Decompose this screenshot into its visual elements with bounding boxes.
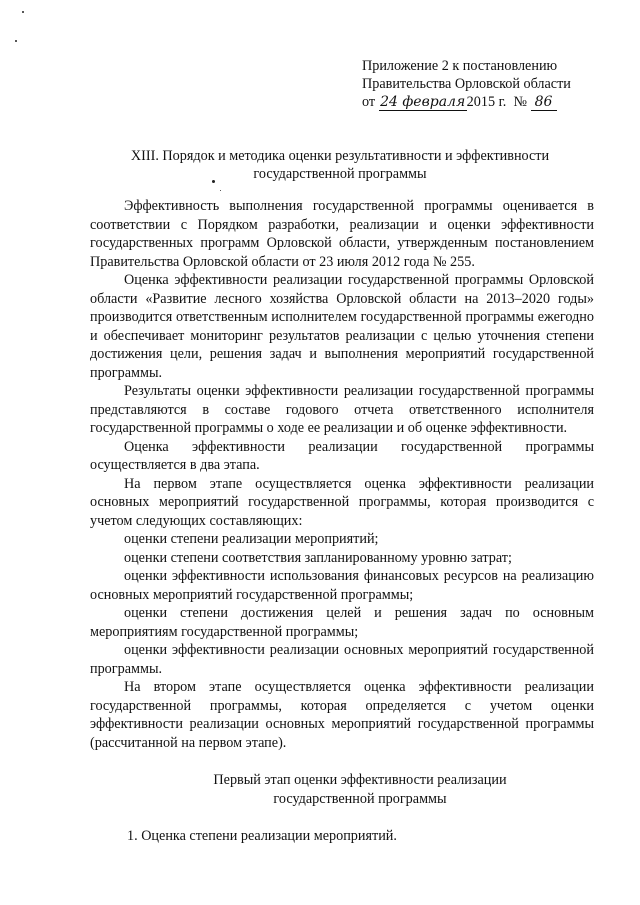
subheading	[90, 771, 630, 809]
list-item: оценки эффективности реализации основных мероприятий государственной программы.	[90, 642, 594, 677]
list-item: оценки эффективности использования финансовых ресурсов на реализацию основных мероприятий государственной программы;	[90, 568, 594, 603]
paragraph: На первом этапе осуществляется оценка эффективности реализации основных мероприятий государственной программы, которая производится с учетом следующих составляющих:	[90, 475, 594, 529]
paragraph: Оценка эффективности реализации государственной программы Орловской области «Развитие лесного хозяйства Орловской области на 2013–2020 годы» производится ответственным исполнителем государственной программы ежегодно и обеспечивает мониторинг результатов реализации с целью уточнения степени достижения цели, решения задач и выполнения мероприятий государственной программы.	[90, 272, 594, 381]
year-text: 2015 г.	[466, 94, 507, 110]
annex-date-line	[362, 93, 602, 111]
document-body	[90, 197, 594, 752]
list-item: оценки степени реализации мероприятий;	[124, 531, 379, 547]
number-label: №	[513, 94, 527, 110]
subheading-line-1: Первый этап оценки эффективности реализации	[213, 772, 507, 788]
from-label: от	[362, 94, 376, 110]
section-title-line-2: государственной программы	[253, 166, 427, 182]
handwritten-date: 24 февраля	[380, 94, 466, 110]
scan-speck	[22, 11, 24, 13]
paragraph: На втором этапе осуществляется оценка эффективности реализации государственной программы, которая определяется с учетом оценки эффективности реализации основных мероприятий государственной программы (рассчитанной на первом этапе).	[90, 679, 594, 751]
handwritten-number: 86	[531, 95, 557, 111]
paragraph: Оценка эффективности реализации государственной программы осуществляется в два этапа.	[90, 438, 594, 473]
list-item: оценки степени соответствия запланированному уровню затрат;	[124, 549, 512, 566]
annex-header	[362, 57, 602, 111]
numbered-item: 1. Оценка степени реализации мероприятий.	[127, 828, 397, 844]
scan-speck	[220, 190, 221, 191]
section-title	[90, 147, 590, 183]
annex-line-1: Приложение 2 к постановлению	[362, 58, 558, 74]
subheading-line-2: государственной программы	[273, 791, 447, 807]
scan-speck	[15, 40, 17, 42]
paragraph: Эффективность выполнения государственной программы оценивается в соответствии с Порядком разработки, реализации и оценки эффективности государственных программ Орловской области, утвержденным постановлением Правительства Орловской области от 23 июля 2012 года № 255.	[90, 198, 594, 270]
paragraph: Результаты оценки эффективности реализации государственной программы представляются в составе годового отчета ответственного исполнителя государственной программы о ходе ее реализации и об оценке эффективности.	[90, 383, 594, 436]
annex-line-2: Правительства Орловской области	[362, 76, 571, 92]
section-title-line-1: XIII. Порядок и методика оценки результативности и эффективности	[130, 148, 550, 164]
list-item: оценки степени достижения целей и решения задач по основным мероприятиям государственной программы;	[90, 605, 594, 640]
